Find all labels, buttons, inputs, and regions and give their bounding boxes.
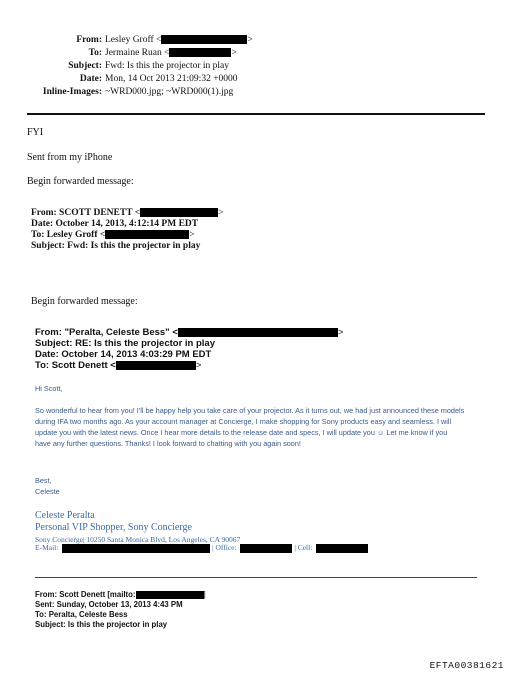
fwd1-from: [31, 208, 224, 219]
document-id: EFTA00381621: [429, 660, 504, 671]
header-date-row: [0, 73, 238, 86]
fwd2-from-text: From: "Peralta, Celeste Bess" <: [35, 327, 178, 338]
redaction: [62, 544, 210, 553]
to-value: Jermaine Ruan <: [105, 48, 170, 58]
header-subject-row: [0, 60, 229, 73]
angle-close: >: [337, 327, 344, 338]
inline-images-value: ~WRD000.jpg; ~WRD000(1).jpg: [105, 87, 234, 97]
fwd2-date: Date: October 14, 2013 4:03:29 PM EDT: [35, 349, 212, 360]
fwd2-subject: Subject: RE: Is this the projector in play: [35, 338, 215, 349]
fwd1-date: Date: October 14, 2013, 4:12:14 PM EDT: [31, 219, 199, 229]
sig-name: Celeste Peralta: [35, 510, 95, 521]
fwd2-from: [35, 327, 343, 338]
redaction: [240, 544, 292, 553]
to-label: To:: [88, 48, 102, 58]
fwd1-to: [31, 230, 195, 241]
orig-from-text: From: Scott Denett [mailto:: [35, 590, 136, 599]
orig-from: [35, 590, 206, 600]
fwd1-subject: Subject: Fwd: Is this the projector in play: [31, 241, 201, 251]
fwd2-greeting: Hi Scott,: [35, 384, 63, 393]
angle-close: >: [195, 360, 202, 371]
redaction: [178, 328, 338, 337]
original-divider: [35, 577, 477, 578]
fwd2-to-text: To: Scott Denett <: [35, 360, 116, 371]
date-value: Mon, 14 Oct 2013 21:09:32 +0000: [105, 74, 238, 84]
fwd2-paragraph: So wonderful to hear from you! I'll be happy help you take care of your projector. As it turns out, we had just announced these models during IFA two months ago. As your account manager at Concierge, I make shopping for Sony products easy and seamless. I will update you with the latest news. Once I hear more details to the release date and specs, I will update you ☺ Let me know if you have any further questions. Thanks! I look forward to chatting with you again soon!: [35, 406, 465, 448]
orig-sent: Sent: Sunday, October 13, 2013 4:43 PM: [35, 600, 183, 609]
body-sent-from: Sent from my iPhone: [27, 152, 113, 163]
redaction: [105, 230, 189, 239]
header-inline-images-row: [0, 86, 233, 99]
fwd1-to-text: To: Lesley Groff <: [31, 230, 106, 240]
header-divider: [27, 113, 485, 115]
body-fyi: FYI: [27, 127, 44, 138]
header-from-row: [0, 34, 253, 47]
angle-close: >: [231, 48, 237, 58]
redaction: [169, 48, 231, 57]
sig-address: Sony Concierge| 10250 Santa Monica Blvd, Los Angeles, CA 90067: [35, 535, 241, 544]
angle-close: >: [189, 230, 195, 240]
from-label: From:: [76, 35, 102, 45]
fwd2-signoff: Celeste: [35, 487, 60, 496]
fwd2-best: Best,: [35, 476, 52, 485]
angle-close: >: [218, 208, 224, 218]
redaction: [140, 208, 218, 217]
redaction: [316, 544, 368, 553]
header-to-row: [0, 47, 237, 60]
fwd2-to: [35, 360, 201, 371]
subject-label: Subject:: [68, 61, 102, 71]
subject-value: Fwd: Is this the projector in play: [105, 61, 230, 71]
sig-office-label: | Office:: [212, 543, 237, 552]
date-label: Date:: [79, 74, 102, 84]
sig-contact-row: [35, 543, 368, 553]
from-value: Lesley Groff <: [105, 35, 162, 45]
redaction: [161, 35, 247, 44]
sig-cell-label: | Cell:: [294, 543, 313, 552]
body-begin-forwarded-2: Begin forwarded message:: [31, 296, 138, 307]
sig-email-label: E-Mail:: [35, 543, 59, 552]
bracket-close: ]: [203, 590, 206, 599]
sig-title: Personal VIP Shopper, Sony Concierge: [35, 522, 192, 533]
body-begin-forwarded-1: Begin forwarded message:: [27, 176, 134, 187]
angle-close: >: [247, 35, 253, 45]
redaction: [116, 361, 196, 370]
inline-images-label: Inline-Images:: [42, 87, 102, 97]
orig-subject: Subject: Is this the projector in play: [35, 620, 168, 629]
fwd1-from-text: From: SCOTT DENETT <: [31, 208, 141, 218]
redaction: [136, 591, 204, 599]
orig-to: To: Peralta, Celeste Bess: [35, 610, 128, 619]
